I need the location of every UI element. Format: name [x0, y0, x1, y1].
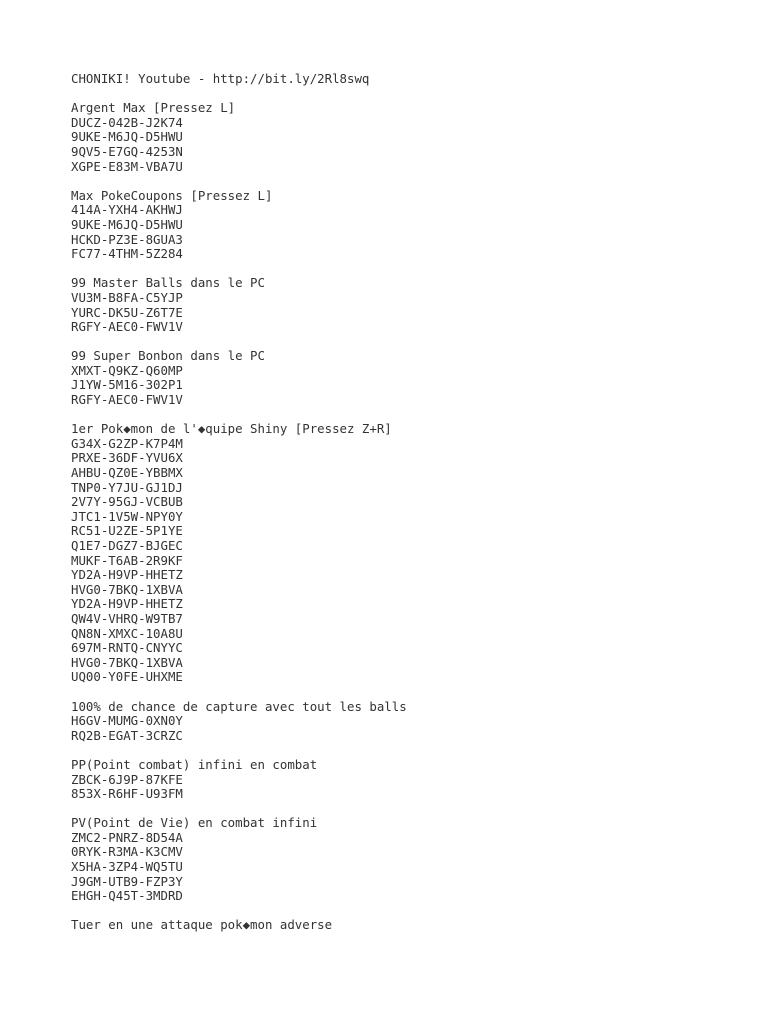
cheat-section: [71, 422, 731, 685]
section-title: 1er Pok◆mon de l'◆quipe Shiny [Pressez Z+R]: [71, 421, 392, 437]
cheat-section: [71, 72, 731, 87]
section-title: 99 Super Bonbon dans le PC: [71, 348, 265, 364]
cheat-section: [71, 700, 731, 744]
cheat-section: [71, 276, 731, 334]
cheat-section: [71, 816, 731, 904]
cheat-code-line: 0RYK-R3MA-K3CMV: [71, 844, 183, 860]
section-title: Tuer en une attaque pok◆mon adverse: [71, 917, 333, 933]
cheat-code-line: 414A-YXH4-AKHWJ: [71, 202, 183, 218]
cheat-code-line: PRXE-36DF-YVU6X: [71, 450, 183, 466]
cheat-code-line: EHGH-Q45T-3MDRD: [71, 888, 183, 904]
cheat-code-line: XGPE-E83M-VBA7U: [71, 158, 183, 174]
section-title: PV(Point de Vie) en combat infini: [71, 815, 318, 831]
cheat-section: [71, 758, 731, 802]
cheat-code-line: UQ00-Y0FE-UHXME: [71, 669, 183, 685]
cheat-code-line: 9QV5-E7GQ-4253N: [71, 143, 183, 159]
section-title: Argent Max [Pressez L]: [71, 100, 236, 116]
cheat-code-line: G34X-G2ZP-K7P4M: [71, 435, 183, 451]
cheat-code-line: YD2A-H9VP-HHETZ: [71, 567, 183, 583]
cheat-code-line: RGFY-AEC0-FWV1V: [71, 392, 183, 408]
section-title: PP(Point combat) infini en combat: [71, 756, 318, 772]
section-title: CHONIKI! Youtube - http://bit.ly/2Rl8swq: [71, 71, 370, 86]
cheat-code-line: VU3M-B8FA-C5YJP: [71, 289, 183, 305]
cheat-code-line: YD2A-H9VP-HHETZ: [71, 596, 183, 612]
cheat-code-line: MUKF-T6AB-2R9KF: [71, 552, 183, 568]
cheat-code-line: ZBCK-6J9P-87KFE: [71, 771, 183, 787]
cheat-code-line: TNP0-Y7JU-GJ1DJ: [71, 479, 183, 495]
cheat-code-line: J1YW-5M16-302P1: [71, 377, 183, 393]
cheat-code-line: X5HA-3ZP4-WQ5TU: [71, 859, 183, 875]
cheat-code-line: HVG0-7BKQ-1XBVA: [71, 654, 183, 670]
cheat-code-line: 9UKE-M6JQ-D5HWU: [71, 129, 183, 145]
cheat-code-line: 2V7Y-95GJ-VCBUB: [71, 494, 183, 510]
cheat-code-line: ZMC2-PNRZ-8D54A: [71, 829, 183, 845]
cheat-code-line: RQ2B-EGAT-3CRZC: [71, 727, 183, 743]
document-body: [71, 72, 731, 933]
cheat-code-line: HVG0-7BKQ-1XBVA: [71, 581, 183, 597]
cheat-code-line: HCKD-PZ3E-8GUA3: [71, 231, 183, 247]
cheat-code-line: J9GM-UTB9-FZP3Y: [71, 873, 183, 889]
section-title: 100% de chance de capture avec tout les balls: [71, 698, 407, 714]
cheat-code-line: AHBU-QZ0E-YBBMX: [71, 465, 183, 481]
cheat-section: [71, 918, 731, 933]
cheat-code-line: RGFY-AEC0-FWV1V: [71, 319, 183, 335]
cheat-code-line: H6GV-MUMG-0XN0Y: [71, 713, 183, 729]
cheat-code-line: 853X-R6HF-U93FM: [71, 786, 183, 802]
cheat-code-line: 697M-RNTQ-CNYYC: [71, 640, 183, 656]
cheat-code-line: QW4V-VHRQ-W9TB7: [71, 610, 183, 626]
cheat-code-line: QN8N-XMXC-10A8U: [71, 625, 183, 641]
cheat-code-line: FC77-4THM-5Z284: [71, 246, 183, 262]
cheat-code-line: JTC1-1V5W-NPY0Y: [71, 508, 183, 524]
cheat-section: [71, 349, 731, 407]
section-title: 99 Master Balls dans le PC: [71, 275, 265, 291]
cheat-section: [71, 189, 731, 262]
cheat-code-line: RC51-U2ZE-5P1YE: [71, 523, 183, 539]
cheat-code-line: 9UKE-M6JQ-D5HWU: [71, 216, 183, 232]
cheat-section: [71, 101, 731, 174]
section-title: Max PokeCoupons [Pressez L]: [71, 187, 273, 203]
cheat-code-line: YURC-DK5U-Z6T7E: [71, 304, 183, 320]
cheat-code-line: DUCZ-042B-J2K74: [71, 114, 183, 130]
cheat-code-line: Q1E7-DGZ7-BJGEC: [71, 538, 183, 553]
cheat-code-line: XMXT-Q9KZ-Q60MP: [71, 362, 183, 378]
